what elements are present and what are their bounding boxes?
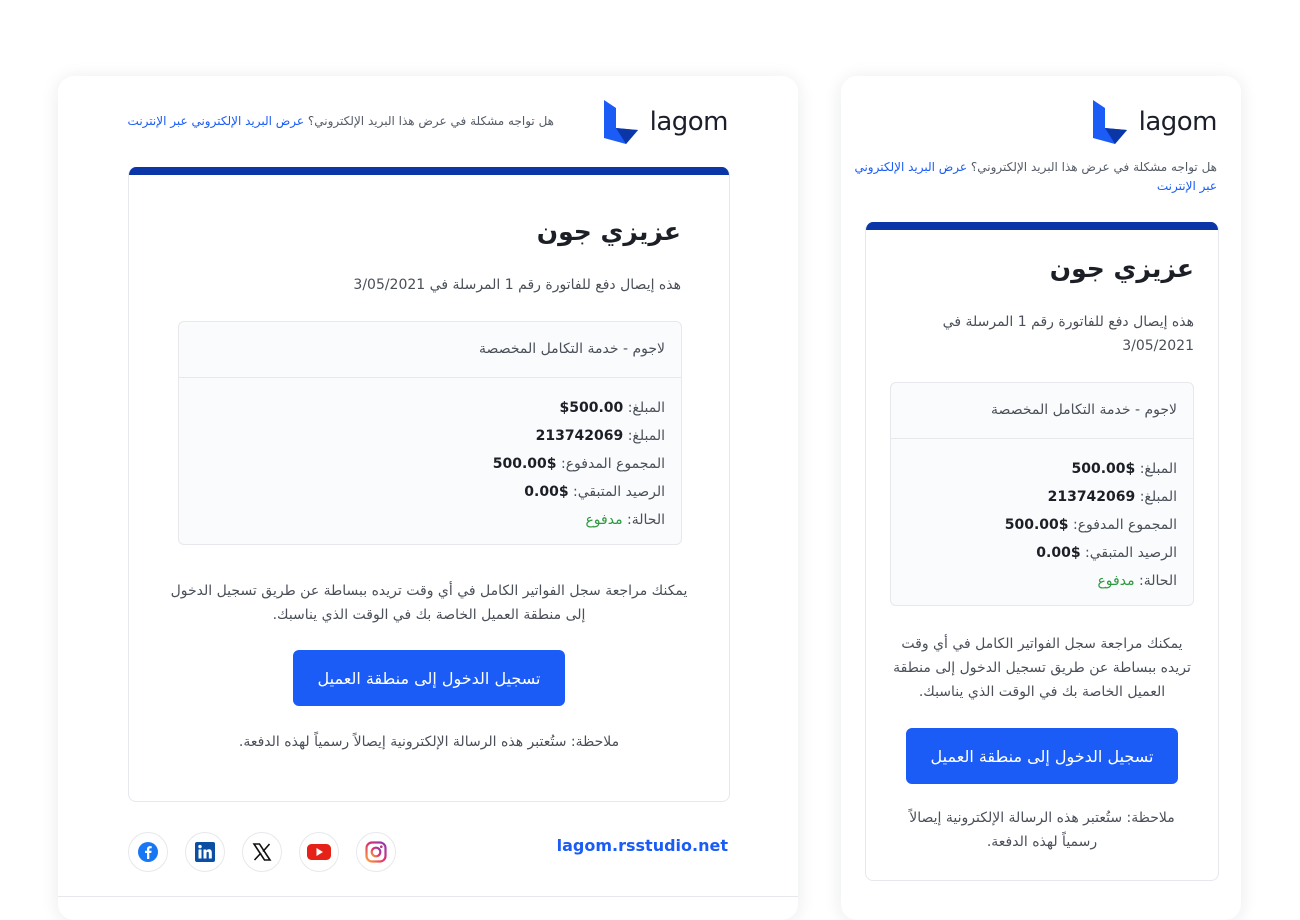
lagom-logo-icon xyxy=(1093,100,1129,144)
x-icon xyxy=(252,842,272,862)
receipt-card xyxy=(865,222,1219,881)
social-links xyxy=(128,832,413,872)
card-accent-bar xyxy=(129,167,729,175)
invoice-details-box xyxy=(890,382,1194,606)
total-paid-row: المجموع المدفوع: $500.00 xyxy=(1004,517,1177,533)
facebook-icon xyxy=(137,841,159,863)
status-paid-badge: مدفوع xyxy=(585,512,623,528)
email-header xyxy=(128,100,728,144)
youtube-icon xyxy=(307,843,331,861)
email-footer xyxy=(128,832,728,872)
remaining-balance-row: الرصيد المتبقي: $0.00 xyxy=(524,484,665,500)
greeting: عزيزي جون xyxy=(536,217,681,246)
reference-row: المبلغ: 213742069 xyxy=(1047,489,1177,505)
mobile-email-preview xyxy=(841,76,1241,920)
history-text: يمكنك مراجعة سجل الفواتير الكامل في أي وقت تريده ببساطة عن طريق تسجيل الدخول إلى منطقة العميل الخاصة بك في الوقت الذي يناسبك. xyxy=(170,583,688,623)
remaining-balance-row: الرصيد المتبقي: $0.00 xyxy=(1036,545,1177,561)
x-link[interactable] xyxy=(242,832,282,872)
history-text: يمكنك مراجعة سجل الفواتير الكامل في أي وقت تريده ببساطة عن طريق تسجيل الدخول إلى منطقة العميل الخاصة بك في الوقت الذي يناسبك. xyxy=(893,636,1191,700)
view-problem-question: هل تواجه مشكلة في عرض هذا البريد الإلكتروني؟ xyxy=(970,160,1217,174)
youtube-link[interactable] xyxy=(299,832,339,872)
linkedin-link[interactable] xyxy=(185,832,225,872)
status-row: الحالة: مدفوع xyxy=(585,512,665,528)
logo-wordmark: lagom xyxy=(1138,107,1217,137)
receipt-card xyxy=(128,167,730,802)
reference-row: المبلغ: 213742069 xyxy=(535,428,665,444)
logo-wordmark: lagom xyxy=(649,107,728,137)
lagom-logo-icon xyxy=(604,100,640,144)
lagom-logo xyxy=(604,100,728,144)
linkedin-icon xyxy=(195,842,215,862)
website-link[interactable]: lagom.rsstudio.net xyxy=(556,836,728,855)
amount-row: المبلغ: 500.00$ xyxy=(559,400,665,416)
view-problem-note xyxy=(128,112,554,131)
service-title: لاجوم - خدمة التكامل المخصصة xyxy=(891,383,1193,439)
view-online-link[interactable]: عرض البريد الإلكتروني عبر الإنترنت xyxy=(127,114,305,128)
view-problem-question: هل تواجه مشكلة في عرض هذا البريد الإلكتروني؟ xyxy=(307,114,554,128)
total-paid-row: المجموع المدفوع: $500.00 xyxy=(492,456,665,472)
instagram-link[interactable] xyxy=(356,832,396,872)
email-header xyxy=(854,100,1217,220)
invoice-details-box xyxy=(178,321,682,545)
status-row: الحالة: مدفوع xyxy=(1097,573,1177,589)
lagom-logo xyxy=(1093,100,1217,144)
card-accent-bar xyxy=(866,222,1218,230)
view-online-link[interactable]: عرض البريد الإلكتروني عبر الإنترنت xyxy=(854,160,1217,193)
client-area-login-button[interactable]: تسجيل الدخول إلى منطقة العميل xyxy=(293,650,565,706)
desktop-email-preview xyxy=(58,76,798,920)
client-area-login-button[interactable]: تسجيل الدخول إلى منطقة العميل xyxy=(906,728,1178,784)
receipt-note: ملاحظة: ستُعتبر هذه الرسالة الإلكترونية إيصالاً رسمياً لهذه الدفعة. xyxy=(909,810,1175,850)
receipt-intro: هذه إيصال دفع للفاتورة رقم 1 المرسلة في 3/05/2021 xyxy=(353,277,681,293)
receipt-note: ملاحظة: ستُعتبر هذه الرسالة الإلكترونية إيصالاً رسمياً لهذه الدفعة. xyxy=(238,734,620,750)
footer-divider xyxy=(58,896,798,897)
facebook-link[interactable] xyxy=(128,832,168,872)
view-problem-note xyxy=(841,158,1217,196)
amount-row: المبلغ: $500.00 xyxy=(1071,461,1177,477)
status-paid-badge: مدفوع xyxy=(1097,573,1135,589)
receipt-intro: هذه إيصال دفع للفاتورة رقم 1 المرسلة في 3/05/2021 xyxy=(942,314,1194,354)
instagram-icon xyxy=(365,841,387,863)
greeting: عزيزي جون xyxy=(1049,254,1194,283)
service-title: لاجوم - خدمة التكامل المخصصة xyxy=(179,322,681,378)
